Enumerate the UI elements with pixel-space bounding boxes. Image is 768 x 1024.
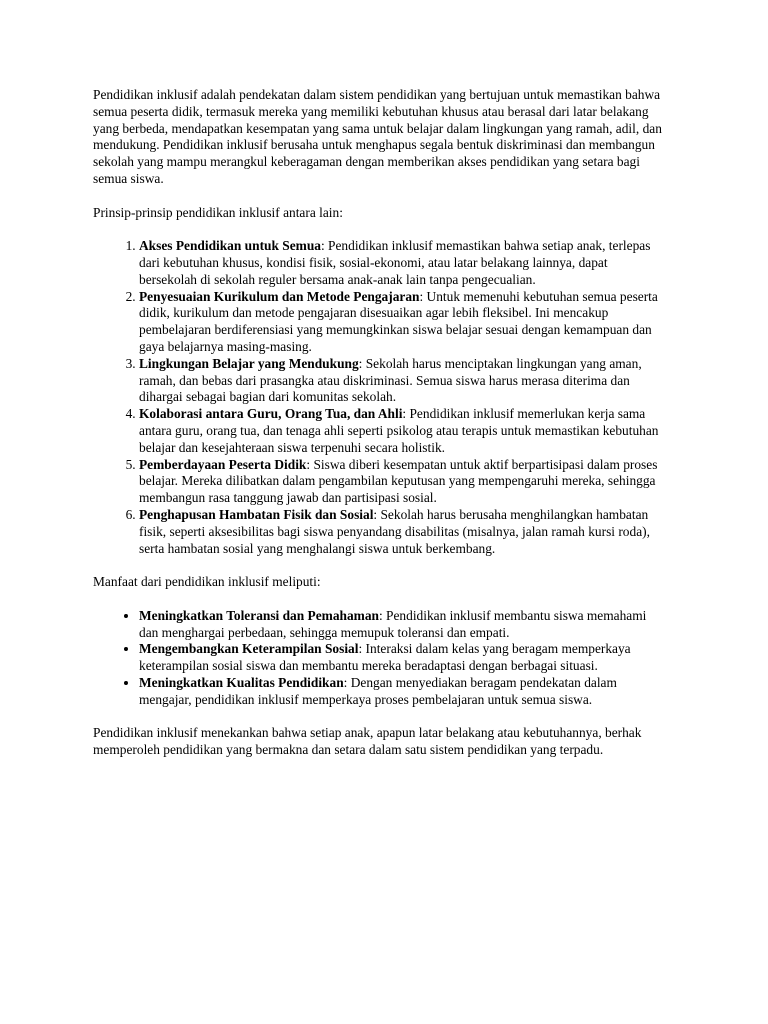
benefit-title: Meningkatkan Kualitas Pendidikan [139, 674, 344, 690]
principle-title: Kolaborasi antara Guru, Orang Tua, dan Ahli [139, 406, 403, 422]
principle-item [139, 289, 665, 356]
principle-item [139, 457, 665, 507]
benefits-lead: Manfaat dari pendidikan inklusif meliputi: [93, 574, 321, 590]
benefit-text: : Interaksi dalam kelas yang beragam memperkaya keterampilan sosial siswa dan membantu mereka beradaptasi dengan berbagai situasi. [139, 641, 631, 674]
principle-item [139, 356, 665, 406]
conclusion-paragraph: Pendidikan inklusif menekankan bahwa setiap anak, apapun latar belakang atau kebutuhannya, berhak memperoleh pendidikan yang bermakna dan setara dalam satu sistem pendidikan yang terpadu. [93, 725, 642, 758]
benefit-text: : Dengan menyediakan beragam pendekatan dalam mengajar, pendidikan inklusif memperkaya proses pembelajaran untuk semua siswa. [139, 674, 617, 707]
principle-title: Penyesuaian Kurikulum dan Metode Pengajaran [139, 288, 420, 304]
principle-text: : Untuk memenuhi kebutuhan semua peserta didik, kurikulum dan metode pengajaran disesuaikan agar lebih fleksibel. Ini mencakup pembelajaran berdiferensiasi yang memungkinkan siswa belajar sesuai dengan kemampuan dan gaya belajarnya masing-masing. [139, 288, 658, 354]
principle-text: : Siswa diberi kesempatan untuk aktif berpartisipasi dalam proses belajar. Mereka dilibatkan dalam pengambilan keputusan yang mempengaruhi mereka, sehingga membangun rasa tanggung jawab dan partisipasi sosial. [139, 456, 658, 506]
principle-title: Akses Pendidikan untuk Semua [139, 238, 321, 254]
benefit-title: Mengembangkan Keterampilan Sosial [139, 641, 359, 657]
benefit-item [139, 675, 665, 709]
principle-item [139, 406, 665, 456]
document-page [93, 87, 665, 759]
intro-paragraph: Pendidikan inklusif adalah pendekatan dalam sistem pendidikan yang bertujuan untuk memastikan bahwa semua peserta didik, termasuk mereka yang memiliki kebutuhan khusus atau berasal dari latar belakang yang berbeda, mendapatkan kesempatan yang sama untuk belajar dalam lingkungan yang ramah, adil, dan mendukung. Pendidikan inklusif berusaha untuk menghapus segala bentuk diskriminasi dan membangun sekolah yang mampu merangkul keberagaman dengan memberikan akses pendidikan yang setara bagi semua siswa. [93, 87, 662, 186]
principle-item [139, 238, 665, 288]
principle-text: : Sekolah harus menciptakan lingkungan yang aman, ramah, dan bebas dari prasangka atau diskriminasi. Semua siswa harus merasa diterima dan dihargai sebagai bagian dari komunitas sekolah. [139, 355, 642, 405]
principle-title: Pemberdayaan Peserta Didik [139, 456, 307, 472]
benefit-item [139, 608, 665, 642]
principles-list [93, 238, 665, 557]
benefit-text: : Pendidikan inklusif membantu siswa memahami dan menghargai perbedaan, sehingga memupuk toleransi dan empati. [139, 607, 647, 640]
benefits-list [93, 608, 665, 709]
principle-text: : Sekolah harus berusaha menghilangkan hambatan fisik, seperti aksesibilitas bagi siswa penyandang disabilitas (misalnya, jalan ramah kursi roda), serta hambatan sosial yang menghalangi siswa untuk berkembang. [139, 506, 650, 556]
benefit-title: Meningkatkan Toleransi dan Pemahaman [139, 607, 379, 623]
principle-title: Penghapusan Hambatan Fisik dan Sosial [139, 506, 374, 522]
principle-text: : Pendidikan inklusif memastikan bahwa setiap anak, terlepas dari kebutuhan khusus, kondisi fisik, sosial-ekonomi, atau latar belakang lainnya, dapat bersekolah di sekolah reguler bersama anak-anak lain tanpa pengecualian. [139, 238, 651, 287]
principles-lead: Prinsip-prinsip pendidikan inklusif antara lain: [93, 204, 343, 220]
principle-title: Lingkungan Belajar yang Mendukung [139, 355, 359, 371]
principle-item [139, 507, 665, 557]
benefit-item [139, 641, 665, 675]
principle-text: : Pendidikan inklusif memerlukan kerja sama antara guru, orang tua, dan tenaga ahli seperti psikolog atau terapis untuk memastikan kebutuhan belajar dan kesejahteraan siswa terpenuhi secara holistik. [139, 406, 659, 455]
